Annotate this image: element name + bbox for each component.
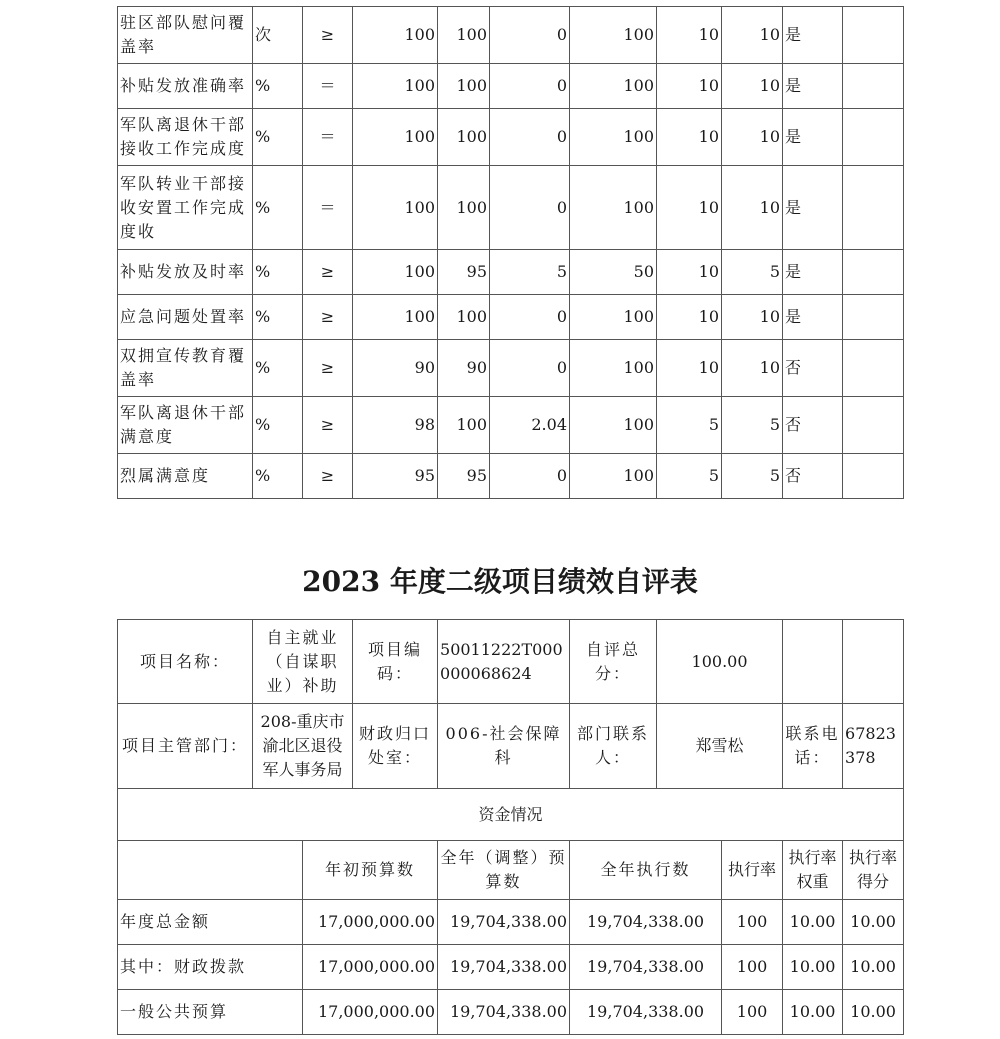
indicator-completion-rate: 50: [570, 250, 657, 295]
empty-cell: [843, 620, 904, 704]
funds-row-label: 其中：财政拨款: [118, 945, 303, 990]
indicator-flag: 是: [783, 64, 843, 109]
indicator-operator: ≥: [303, 454, 353, 499]
indicator-weight: 10: [657, 340, 722, 397]
funds-initial-budget: 17,000,000.00: [303, 945, 438, 990]
funds-adjusted-budget: 19,704,338.00: [438, 900, 570, 945]
indicator-actual: 95: [438, 454, 490, 499]
indicator-operator: ＝: [303, 64, 353, 109]
indicator-completion-rate: 100: [570, 109, 657, 166]
project-code-value: 50011222T000000068624: [438, 620, 570, 704]
indicator-target: 98: [353, 397, 438, 454]
indicator-deviation: 0: [490, 454, 570, 499]
indicator-deviation: 0: [490, 64, 570, 109]
funds-exec-rate: 100: [722, 900, 783, 945]
funds-executed: 19,704,338.00: [570, 945, 722, 990]
indicator-name: 军队离退休干部满意度: [118, 397, 253, 454]
funds-rate-score: 10.00: [843, 945, 904, 990]
indicator-deviation: 0: [490, 109, 570, 166]
indicator-weight: 10: [657, 250, 722, 295]
indicator-weight: 10: [657, 166, 722, 250]
indicator-operator: ＝: [303, 166, 353, 250]
indicator-name: 军队离退休干部接收工作完成度: [118, 109, 253, 166]
page-title: 2023 年度二级项目绩效自评表: [302, 565, 698, 598]
indicator-name: 补贴发放及时率: [118, 250, 253, 295]
self-evaluation-table: [117, 619, 904, 1035]
indicator-score: 10: [722, 295, 783, 340]
indicator-unit: %: [253, 397, 303, 454]
indicator-completion-rate: 100: [570, 166, 657, 250]
indicator-score: 5: [722, 250, 783, 295]
indicator-name: 烈属满意度: [118, 454, 253, 499]
indicator-name: 双拥宣传教育覆盖率: [118, 340, 253, 397]
indicator-unit: %: [253, 64, 303, 109]
indicator-name: 补贴发放准确率: [118, 64, 253, 109]
indicator-remark: [843, 454, 904, 499]
indicator-deviation: 2.04: [490, 397, 570, 454]
funds-table-body: [118, 900, 904, 1035]
funds-header-row: [118, 841, 904, 900]
funds-row: [118, 990, 904, 1035]
funds-adjusted-budget: 19,704,338.00: [438, 990, 570, 1035]
indicator-remark: [843, 64, 904, 109]
project-code-label: 项目编码：: [353, 620, 438, 704]
indicator-remark: [843, 166, 904, 250]
indicator-weight: 10: [657, 109, 722, 166]
indicator-target: 90: [353, 340, 438, 397]
indicator-target: 100: [353, 64, 438, 109]
indicator-unit: %: [253, 250, 303, 295]
indicator-deviation: 0: [490, 340, 570, 397]
indicator-score: 10: [722, 166, 783, 250]
funds-row-label: 年度总金额: [118, 900, 303, 945]
indicator-remark: [843, 397, 904, 454]
funds-exec-rate: 100: [722, 990, 783, 1035]
header-adjusted-budget: 全年（调整）预算数: [438, 841, 570, 900]
funds-row: [118, 900, 904, 945]
finance-office-value: 006-社会保障科: [438, 704, 570, 789]
finance-office-label: 财政归口处室：: [353, 704, 438, 789]
indicator-weight: 10: [657, 64, 722, 109]
funds-rate-score: 10.00: [843, 990, 904, 1035]
phone-value: 67823378: [843, 704, 904, 789]
indicator-completion-rate: 100: [570, 454, 657, 499]
funds-rate-weight: 10.00: [783, 990, 843, 1035]
indicator-actual: 100: [438, 109, 490, 166]
indicator-actual: 100: [438, 64, 490, 109]
department-row: [118, 704, 904, 789]
indicator-remark: [843, 7, 904, 64]
funds-rate-weight: 10.00: [783, 945, 843, 990]
funds-initial-budget: 17,000,000.00: [303, 990, 438, 1035]
project-name-label: 项目名称：: [118, 620, 253, 704]
indicator-flag: 否: [783, 397, 843, 454]
indicator-flag: 否: [783, 340, 843, 397]
indicator-flag: 是: [783, 7, 843, 64]
header-rate-weight: 执行率权重: [783, 841, 843, 900]
self-score-value: 100.00: [657, 620, 783, 704]
indicator-target: 100: [353, 166, 438, 250]
indicator-actual: 100: [438, 7, 490, 64]
indicator-score: 10: [722, 109, 783, 166]
indicator-flag: 是: [783, 166, 843, 250]
self-score-label: 自评总分：: [570, 620, 657, 704]
indicator-deviation: 0: [490, 7, 570, 64]
empty-cell: [783, 620, 843, 704]
indicator-row: [118, 340, 904, 397]
indicator-operator: ≥: [303, 7, 353, 64]
indicator-weight: 5: [657, 454, 722, 499]
indicator-row: [118, 64, 904, 109]
funds-rate-weight: 10.00: [783, 900, 843, 945]
indicator-unit: %: [253, 295, 303, 340]
indicator-operator: ≥: [303, 250, 353, 295]
funds-initial-budget: 17,000,000.00: [303, 900, 438, 945]
indicator-operator: ≥: [303, 397, 353, 454]
indicator-score: 5: [722, 454, 783, 499]
dept-value: 208-重庆市渝北区退役军人事务局: [253, 704, 353, 789]
indicator-flag: 是: [783, 109, 843, 166]
indicator-name: 应急问题处置率: [118, 295, 253, 340]
indicator-completion-rate: 100: [570, 64, 657, 109]
funds-row: [118, 945, 904, 990]
project-info-row: [118, 620, 904, 704]
indicator-operator: ≥: [303, 295, 353, 340]
indicator-row: [118, 397, 904, 454]
indicator-unit: 次: [253, 7, 303, 64]
funds-section-row: [118, 789, 904, 841]
indicator-actual: 100: [438, 397, 490, 454]
indicator-row: [118, 295, 904, 340]
indicator-remark: [843, 295, 904, 340]
indicator-unit: %: [253, 454, 303, 499]
indicator-name: 军队转业干部接收安置工作完成度收: [118, 166, 253, 250]
indicator-target: 100: [353, 250, 438, 295]
indicator-completion-rate: 100: [570, 7, 657, 64]
funds-executed: 19,704,338.00: [570, 990, 722, 1035]
indicator-name: 驻区部队慰问覆盖率: [118, 7, 253, 64]
indicator-actual: 100: [438, 166, 490, 250]
empty-cell: [118, 841, 303, 900]
dept-label: 项目主管部门：: [118, 704, 253, 789]
indicator-actual: 90: [438, 340, 490, 397]
indicator-target: 100: [353, 295, 438, 340]
indicator-deviation: 0: [490, 295, 570, 340]
indicator-completion-rate: 100: [570, 397, 657, 454]
indicator-row: [118, 454, 904, 499]
indicator-score: 10: [722, 340, 783, 397]
funds-executed: 19,704,338.00: [570, 900, 722, 945]
funds-row-label: 一般公共预算: [118, 990, 303, 1035]
indicator-completion-rate: 100: [570, 295, 657, 340]
funds-rate-score: 10.00: [843, 900, 904, 945]
indicator-remark: [843, 340, 904, 397]
phone-label: 联系电话：: [783, 704, 843, 789]
indicator-actual: 95: [438, 250, 490, 295]
indicator-unit: %: [253, 166, 303, 250]
indicator-score: 10: [722, 64, 783, 109]
indicator-weight: 10: [657, 7, 722, 64]
indicator-flag: 是: [783, 250, 843, 295]
indicator-operator: ≥: [303, 340, 353, 397]
indicator-remark: [843, 109, 904, 166]
indicator-remark: [843, 250, 904, 295]
indicator-row: [118, 166, 904, 250]
indicator-completion-rate: 100: [570, 340, 657, 397]
indicator-target: 100: [353, 109, 438, 166]
funds-adjusted-budget: 19,704,338.00: [438, 945, 570, 990]
indicator-target: 95: [353, 454, 438, 499]
indicator-row: [118, 7, 904, 64]
indicator-table-body: [118, 7, 904, 499]
indicator-flag: 是: [783, 295, 843, 340]
indicator-flag: 否: [783, 454, 843, 499]
indicator-score: 10: [722, 7, 783, 64]
contact-value: 郑雪松: [657, 704, 783, 789]
project-name-value: 自主就业（自谋职业）补助: [253, 620, 353, 704]
indicator-deviation: 0: [490, 166, 570, 250]
funds-exec-rate: 100: [722, 945, 783, 990]
indicator-row: [118, 109, 904, 166]
indicator-operator: ＝: [303, 109, 353, 166]
header-exec-rate: 执行率: [722, 841, 783, 900]
indicator-target: 100: [353, 7, 438, 64]
header-initial-budget: 年初预算数: [303, 841, 438, 900]
header-executed: 全年执行数: [570, 841, 722, 900]
funds-section-title: 资金情况: [118, 789, 904, 841]
indicator-unit: %: [253, 340, 303, 397]
indicator-actual: 100: [438, 295, 490, 340]
indicator-unit: %: [253, 109, 303, 166]
indicator-table: [117, 6, 904, 499]
indicator-deviation: 5: [490, 250, 570, 295]
indicator-score: 5: [722, 397, 783, 454]
header-rate-score: 执行率得分: [843, 841, 904, 900]
indicator-weight: 10: [657, 295, 722, 340]
contact-label: 部门联系人：: [570, 704, 657, 789]
indicator-weight: 5: [657, 397, 722, 454]
indicator-row: [118, 250, 904, 295]
